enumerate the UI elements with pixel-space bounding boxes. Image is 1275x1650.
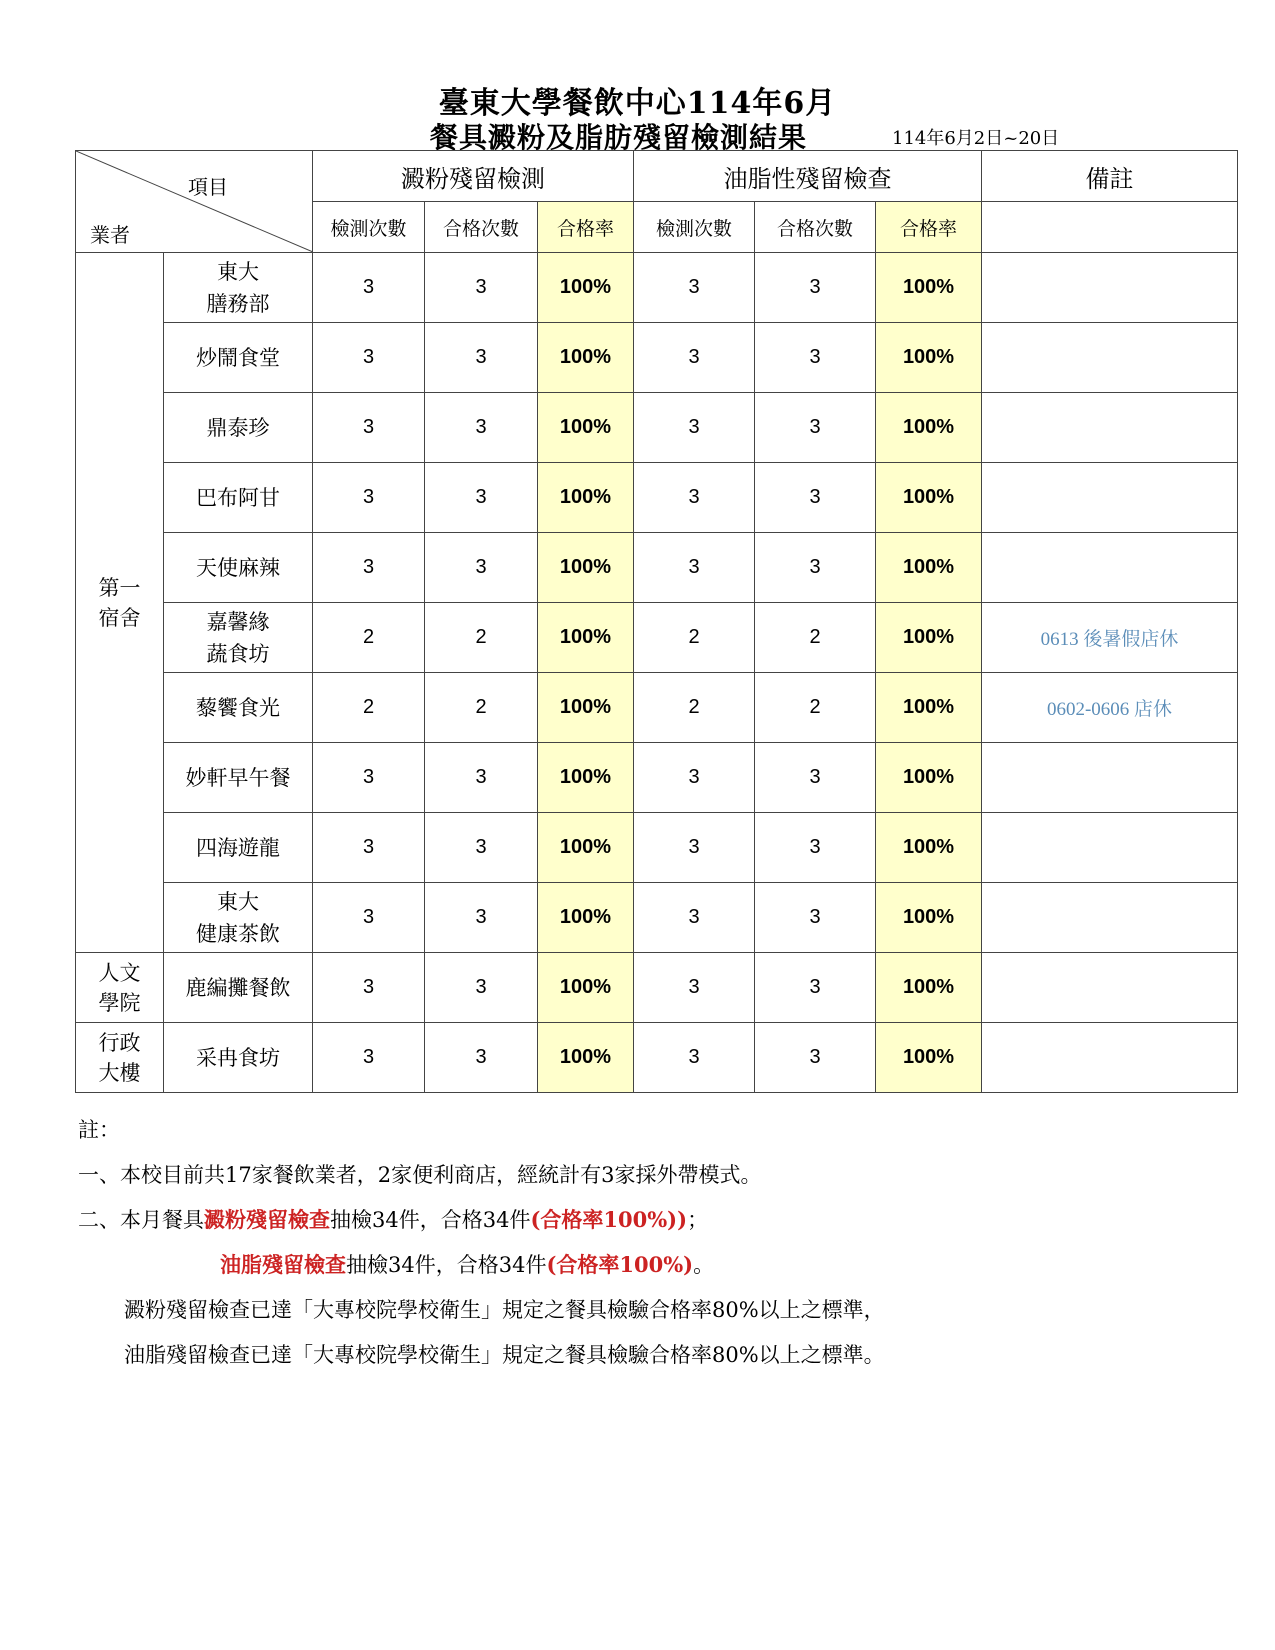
remark-cell: 0602-0606 店休 bbox=[982, 673, 1238, 743]
table-row bbox=[76, 743, 1238, 813]
oil-pass-rate: 100% bbox=[876, 743, 982, 813]
oil-test-count: 3 bbox=[634, 1023, 755, 1093]
starch-pass-count: 3 bbox=[425, 253, 538, 323]
starch-pass-count: 3 bbox=[425, 883, 538, 953]
area-line-1: 第一 bbox=[98, 575, 141, 600]
oil-test-count: 3 bbox=[634, 953, 755, 1023]
oil-pass-rate: 100% bbox=[876, 603, 982, 673]
results-table bbox=[75, 150, 1238, 1093]
oil-test-count: 3 bbox=[634, 743, 755, 813]
table-row bbox=[76, 463, 1238, 533]
oil-pass-count: 3 bbox=[755, 253, 876, 323]
vendor-name-line-1: 鹿編攤餐飲 bbox=[185, 975, 291, 1000]
table-body bbox=[76, 253, 1238, 1093]
vendor-name-line-1: 巴布阿甘 bbox=[196, 485, 280, 510]
vendor-name-cell bbox=[164, 953, 313, 1023]
vendor-name-line-1: 四海遊龍 bbox=[196, 835, 280, 860]
table-row bbox=[76, 253, 1238, 323]
starch-group-header: 澱粉殘留檢測 bbox=[313, 151, 634, 202]
table-row bbox=[76, 393, 1238, 463]
vendor-name-cell bbox=[164, 813, 313, 883]
area-cell bbox=[76, 253, 164, 953]
header-diagonal-cell bbox=[76, 151, 313, 253]
vendor-name-line-1: 妙軒早午餐 bbox=[185, 765, 291, 790]
table-row bbox=[76, 603, 1238, 673]
vendor-name-cell bbox=[164, 463, 313, 533]
starch-pass-rate: 100% bbox=[538, 253, 634, 323]
oil-pass-count: 3 bbox=[755, 463, 876, 533]
oil-test-count: 3 bbox=[634, 463, 755, 533]
vendor-name-cell bbox=[164, 393, 313, 463]
vendor-name-line-1: 采冉食坊 bbox=[196, 1045, 280, 1070]
starch-pass-rate: 100% bbox=[538, 533, 634, 603]
starch-pass-rate: 100% bbox=[538, 743, 634, 813]
oil-test-count: 3 bbox=[634, 533, 755, 603]
remark-cell bbox=[982, 743, 1238, 813]
oil-test-count: 2 bbox=[634, 603, 755, 673]
starch-pass-rate: 100% bbox=[538, 603, 634, 673]
table-row bbox=[76, 323, 1238, 393]
starch-test-count: 2 bbox=[313, 673, 425, 743]
oil-pass-count: 2 bbox=[755, 673, 876, 743]
vendor-name-line-1: 炒鬧食堂 bbox=[196, 345, 280, 370]
remark-header: 備註 bbox=[982, 151, 1238, 202]
starch-pass-rate: 100% bbox=[538, 323, 634, 393]
vendor-name-cell bbox=[164, 323, 313, 393]
oil-test-count: 3 bbox=[634, 393, 755, 463]
oil-pass-rate: 100% bbox=[876, 323, 982, 393]
vendor-name-cell bbox=[164, 743, 313, 813]
table-row bbox=[76, 883, 1238, 953]
starch-test-count: 3 bbox=[313, 1023, 425, 1093]
vendor-name-line-1: 鼎泰珍 bbox=[206, 415, 270, 440]
remark-cell bbox=[982, 533, 1238, 603]
oil-pass-rate: 100% bbox=[876, 463, 982, 533]
oil-pass-rate: 100% bbox=[876, 393, 982, 463]
oil-pass-count: 3 bbox=[755, 1023, 876, 1093]
area-cell bbox=[76, 1023, 164, 1093]
oil-test-count: 3 bbox=[634, 813, 755, 883]
starch-test-count: 3 bbox=[313, 253, 425, 323]
starch-pass-count: 3 bbox=[425, 393, 538, 463]
starch-test-count: 3 bbox=[313, 463, 425, 533]
vendor-name-line-1: 嘉馨緣 bbox=[206, 609, 270, 634]
starch-test-count: 3 bbox=[313, 953, 425, 1023]
table-row bbox=[76, 1023, 1238, 1093]
remark-subheader bbox=[982, 202, 1238, 253]
vendor-label: 業者 bbox=[90, 223, 130, 247]
oil-pass-rate: 100% bbox=[876, 813, 982, 883]
starch-pass-count: 3 bbox=[425, 953, 538, 1023]
oil-pass-rate: 100% bbox=[876, 533, 982, 603]
remark-cell bbox=[982, 393, 1238, 463]
area-line-1: 行政 bbox=[98, 1030, 141, 1055]
oil-test-count: 3 bbox=[634, 883, 755, 953]
area-line-2: 學院 bbox=[98, 990, 141, 1015]
starch-test-count: 3 bbox=[313, 533, 425, 603]
starch-pass-rate: 100% bbox=[538, 393, 634, 463]
vendor-name-line-2: 健康茶飲 bbox=[196, 921, 280, 946]
oil-pass-rate: 100% bbox=[876, 883, 982, 953]
remark-cell: 0613 後暑假店休 bbox=[982, 603, 1238, 673]
remark-cell bbox=[982, 813, 1238, 883]
oil-test-count: 3 bbox=[634, 253, 755, 323]
area-cell bbox=[76, 953, 164, 1023]
starch-pass-count-header: 合格次數 bbox=[425, 202, 538, 253]
starch-pass-count: 2 bbox=[425, 603, 538, 673]
oil-pass-rate: 100% bbox=[876, 673, 982, 743]
item-label: 項目 bbox=[188, 175, 228, 199]
notes-section bbox=[78, 1108, 885, 1378]
starch-test-count: 3 bbox=[313, 813, 425, 883]
oil-pass-rate: 100% bbox=[876, 953, 982, 1023]
notes-heading: 註： bbox=[78, 1118, 120, 1142]
note-item-3: 油脂殘留檢查抽檢34件，合格34件(合格率100%)。 bbox=[220, 1252, 715, 1277]
starch-test-count: 2 bbox=[313, 603, 425, 673]
oil-highlight-text: 油脂殘留檢查 bbox=[220, 1252, 346, 1277]
vendor-name-cell bbox=[164, 883, 313, 953]
oil-rate-text: (合格率100%) bbox=[546, 1252, 694, 1277]
oil-test-count: 3 bbox=[634, 323, 755, 393]
page-subtitle: 餐具澱粉及脂肪殘留檢測結果 bbox=[430, 121, 808, 154]
note-item-2: 二、本月餐具澱粉殘留檢查抽檢34件，合格34件(合格率100%))； bbox=[78, 1207, 709, 1232]
starch-pass-count: 3 bbox=[425, 743, 538, 813]
oil-pass-count: 3 bbox=[755, 743, 876, 813]
note-item-4: 澱粉殘留檢查已達「大專校院學校衛生」規定之餐具檢驗合格率80%以上之標準， bbox=[124, 1298, 885, 1322]
starch-pass-count: 3 bbox=[425, 323, 538, 393]
table-row bbox=[76, 673, 1238, 743]
vendor-name-line-1: 東大 bbox=[217, 889, 259, 914]
remark-cell bbox=[982, 883, 1238, 953]
remark-cell bbox=[982, 1023, 1238, 1093]
starch-rate-text: (合格率100%)) bbox=[530, 1207, 688, 1232]
starch-pass-rate-header: 合格率 bbox=[538, 202, 634, 253]
starch-test-count: 3 bbox=[313, 323, 425, 393]
oil-test-count-header: 檢測次數 bbox=[634, 202, 755, 253]
vendor-name-cell bbox=[164, 253, 313, 323]
starch-pass-rate: 100% bbox=[538, 883, 634, 953]
starch-pass-rate: 100% bbox=[538, 1023, 634, 1093]
starch-pass-rate: 100% bbox=[538, 673, 634, 743]
area-line-1: 人文 bbox=[98, 960, 141, 985]
oil-pass-count-header: 合格次數 bbox=[755, 202, 876, 253]
oil-pass-count: 3 bbox=[755, 323, 876, 393]
oil-group-header: 油脂性殘留檢查 bbox=[634, 151, 982, 202]
oil-pass-count: 3 bbox=[755, 953, 876, 1023]
oil-pass-rate: 100% bbox=[876, 1023, 982, 1093]
starch-test-count-header: 檢測次數 bbox=[313, 202, 425, 253]
starch-pass-count: 3 bbox=[425, 533, 538, 603]
area-line-2: 宿舍 bbox=[98, 605, 141, 630]
starch-test-count: 3 bbox=[313, 393, 425, 463]
oil-pass-count: 3 bbox=[755, 813, 876, 883]
table-row bbox=[76, 813, 1238, 883]
table-row bbox=[76, 953, 1238, 1023]
oil-pass-count: 2 bbox=[755, 603, 876, 673]
starch-test-count: 3 bbox=[313, 883, 425, 953]
vendor-name-line-1: 東大 bbox=[217, 259, 259, 284]
oil-test-count: 2 bbox=[634, 673, 755, 743]
vendor-name-line-1: 藜饗食光 bbox=[196, 695, 280, 720]
oil-pass-count: 3 bbox=[755, 393, 876, 463]
note-item-1: 一、本校目前共17家餐飲業者，2家便利商店，經統計有3家採外帶模式。 bbox=[78, 1163, 762, 1187]
oil-pass-rate-header: 合格率 bbox=[876, 202, 982, 253]
oil-pass-count: 3 bbox=[755, 883, 876, 953]
starch-pass-rate: 100% bbox=[538, 953, 634, 1023]
area-line-2: 大樓 bbox=[98, 1060, 141, 1085]
vendor-name-line-1: 天使麻辣 bbox=[196, 555, 280, 580]
starch-pass-count: 3 bbox=[425, 463, 538, 533]
vendor-name-cell bbox=[164, 1023, 313, 1093]
remark-cell bbox=[982, 253, 1238, 323]
note-item-5: 油脂殘留檢查已達「大專校院學校衛生」規定之餐具檢驗合格率80%以上之標準。 bbox=[124, 1343, 885, 1367]
starch-pass-count: 2 bbox=[425, 673, 538, 743]
remark-cell bbox=[982, 953, 1238, 1023]
remark-cell bbox=[982, 463, 1238, 533]
date-range: 114年6月2日~20日 bbox=[892, 128, 1060, 149]
starch-pass-rate: 100% bbox=[538, 463, 634, 533]
starch-pass-count: 3 bbox=[425, 1023, 538, 1093]
vendor-name-cell bbox=[164, 533, 313, 603]
vendor-name-cell bbox=[164, 673, 313, 743]
remark-cell bbox=[982, 323, 1238, 393]
page-title: 臺東大學餐飲中心114年6月 bbox=[438, 86, 837, 121]
starch-pass-count: 3 bbox=[425, 813, 538, 883]
oil-pass-rate: 100% bbox=[876, 253, 982, 323]
starch-highlight-text: 澱粉殘留檢查 bbox=[204, 1207, 330, 1232]
starch-test-count: 3 bbox=[313, 743, 425, 813]
oil-pass-count: 3 bbox=[755, 533, 876, 603]
vendor-name-line-2: 蔬食坊 bbox=[206, 641, 270, 666]
vendor-name-line-2: 膳務部 bbox=[206, 291, 270, 316]
starch-pass-rate: 100% bbox=[538, 813, 634, 883]
table-row bbox=[76, 533, 1238, 603]
vendor-name-cell bbox=[164, 603, 313, 673]
